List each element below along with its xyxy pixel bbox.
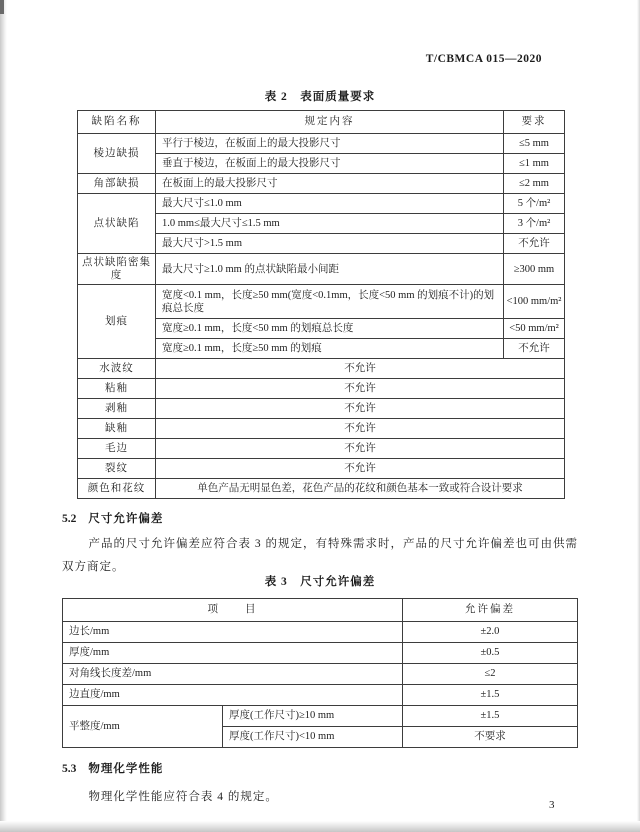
cell-defect-name: 棱边缺损 — [78, 134, 156, 174]
table-row — [63, 622, 578, 643]
scan-edge-bottom — [0, 821, 640, 832]
cell-item: 对角线长度差/mm — [63, 664, 403, 685]
cell-requirement: 不允许 — [156, 379, 565, 399]
cell-item: 平整度/mm — [63, 706, 223, 748]
table-row — [63, 664, 578, 685]
cell-content: 最大尺寸≤1.0 mm — [156, 194, 504, 214]
cell-defect-name: 划痕 — [78, 285, 156, 359]
cell-defect-name: 剥釉 — [78, 399, 156, 419]
page-number: 3 — [549, 799, 555, 811]
cell-defect-name: 颜色和花纹 — [78, 479, 156, 499]
cell-deviation: ±2.0 — [403, 622, 578, 643]
table-row — [78, 194, 565, 214]
table2-header-defect: 缺陷名称 — [78, 111, 156, 134]
section-title: 物理化学性能 — [88, 763, 164, 775]
cell-requirement: 不允许 — [156, 359, 565, 379]
table-row — [78, 479, 565, 499]
table-row — [63, 643, 578, 664]
table-row — [78, 359, 565, 379]
cell-requirement: ≥300 mm — [504, 254, 565, 285]
table-row — [63, 706, 578, 727]
cell-content: 宽度<0.1 mm，长度≥50 mm(宽度<0.1mm，长度<50 mm 的划痕不计)的划痕总长度 — [156, 285, 504, 319]
cell-requirement: 不允许 — [504, 339, 565, 359]
cell-requirement: 不允许 — [156, 419, 565, 439]
table-row — [78, 254, 565, 285]
cell-deviation: ±0.5 — [403, 643, 578, 664]
cell-deviation: ±1.5 — [403, 685, 578, 706]
section-number: 5.3 — [62, 763, 77, 775]
cell-defect-name: 角部缺损 — [78, 174, 156, 194]
table3-header-deviation: 允许偏差 — [403, 599, 578, 622]
cell-item: 边直度/mm — [63, 685, 403, 706]
cell-defect-name: 粘釉 — [78, 379, 156, 399]
document-reference: T/CBMCA 015—2020 — [425, 53, 542, 65]
table2-header-content: 规定内容 — [156, 111, 504, 134]
cell-requirement: 不允许 — [156, 439, 565, 459]
table-row — [78, 379, 565, 399]
table-row — [78, 439, 565, 459]
cell-requirement: 不允许 — [156, 399, 565, 419]
cell-requirement: <50 mm/m² — [504, 319, 565, 339]
cell-requirement: 5 个/m² — [504, 194, 565, 214]
cell-defect-name: 缺釉 — [78, 419, 156, 439]
cell-requirement: 不允许 — [156, 459, 565, 479]
cell-item: 厚度/mm — [63, 643, 403, 664]
table-row — [78, 459, 565, 479]
cell-defect-name: 裂纹 — [78, 459, 156, 479]
table3-header-item: 项 目 — [63, 599, 403, 622]
cell-requirement: 单色产品无明显色差，花色产品的花纹和颜色基本一致或符合设计要求 — [156, 479, 565, 499]
section-number: 5.2 — [62, 513, 77, 525]
table3-caption: 表 3 尺寸允许偏差 — [264, 576, 376, 588]
cell-content: 宽度≥0.1 mm，长度<50 mm 的划痕总长度 — [156, 319, 504, 339]
scan-edge-left — [0, 0, 7, 832]
cell-content: 1.0 mm≤最大尺寸≤1.5 mm — [156, 214, 504, 234]
cell-content: 最大尺寸>1.5 mm — [156, 234, 504, 254]
section-5-3-paragraph: 物理化学性能应符合表 4 的规定。 — [88, 791, 278, 803]
table-row — [78, 134, 565, 154]
cell-content: 最大尺寸≥1.0 mm 的点状缺陷最小间距 — [156, 254, 504, 285]
cell-defect-name: 水波纹 — [78, 359, 156, 379]
cell-requirement: ≤2 mm — [504, 174, 565, 194]
cell-content: 平行于棱边，在板面上的最大投影尺寸 — [156, 134, 504, 154]
cell-sub-condition: 厚度(工作尺寸)<10 mm — [223, 727, 403, 748]
table-row — [78, 285, 565, 319]
cell-defect-name: 点状缺陷 — [78, 194, 156, 254]
cell-defect-name: 点状缺陷密集度 — [78, 254, 156, 285]
cell-deviation: ±1.5 — [403, 706, 578, 727]
scan-corner-mark — [0, 0, 4, 14]
surface-quality-table — [77, 110, 565, 499]
table-row — [78, 174, 565, 194]
cell-requirement: 3 个/m² — [504, 214, 565, 234]
cell-deviation: ≤2 — [403, 664, 578, 685]
table-row — [78, 419, 565, 439]
cell-sub-condition: 厚度(工作尺寸)≥10 mm — [223, 706, 403, 727]
cell-requirement: ≤1 mm — [504, 154, 565, 174]
table2-caption: 表 2 表面质量要求 — [264, 91, 376, 103]
section-title: 尺寸允许偏差 — [88, 513, 164, 525]
table2-header-requirement: 要求 — [504, 111, 565, 134]
cell-deviation: 不要求 — [403, 727, 578, 748]
section-5-2-paragraph: 产品的尺寸允许偏差应符合表 3 的规定，有特殊需求时，产品的尺寸允许偏差也可由供需双方商定。 — [62, 538, 578, 573]
cell-content: 宽度≥0.1 mm，长度≥50 mm 的划痕 — [156, 339, 504, 359]
cell-item: 边长/mm — [63, 622, 403, 643]
cell-defect-name: 毛边 — [78, 439, 156, 459]
cell-requirement: 不允许 — [504, 234, 565, 254]
cell-content: 在板面上的最大投影尺寸 — [156, 174, 504, 194]
cell-requirement: ≤5 mm — [504, 134, 565, 154]
table-row — [63, 685, 578, 706]
dimension-tolerance-table — [62, 598, 578, 748]
section-5-3-heading — [62, 760, 163, 776]
cell-content: 垂直于棱边，在板面上的最大投影尺寸 — [156, 154, 504, 174]
section-5-2-heading — [62, 510, 163, 526]
cell-requirement: <100 mm/m² — [504, 285, 565, 319]
table-row — [78, 399, 565, 419]
